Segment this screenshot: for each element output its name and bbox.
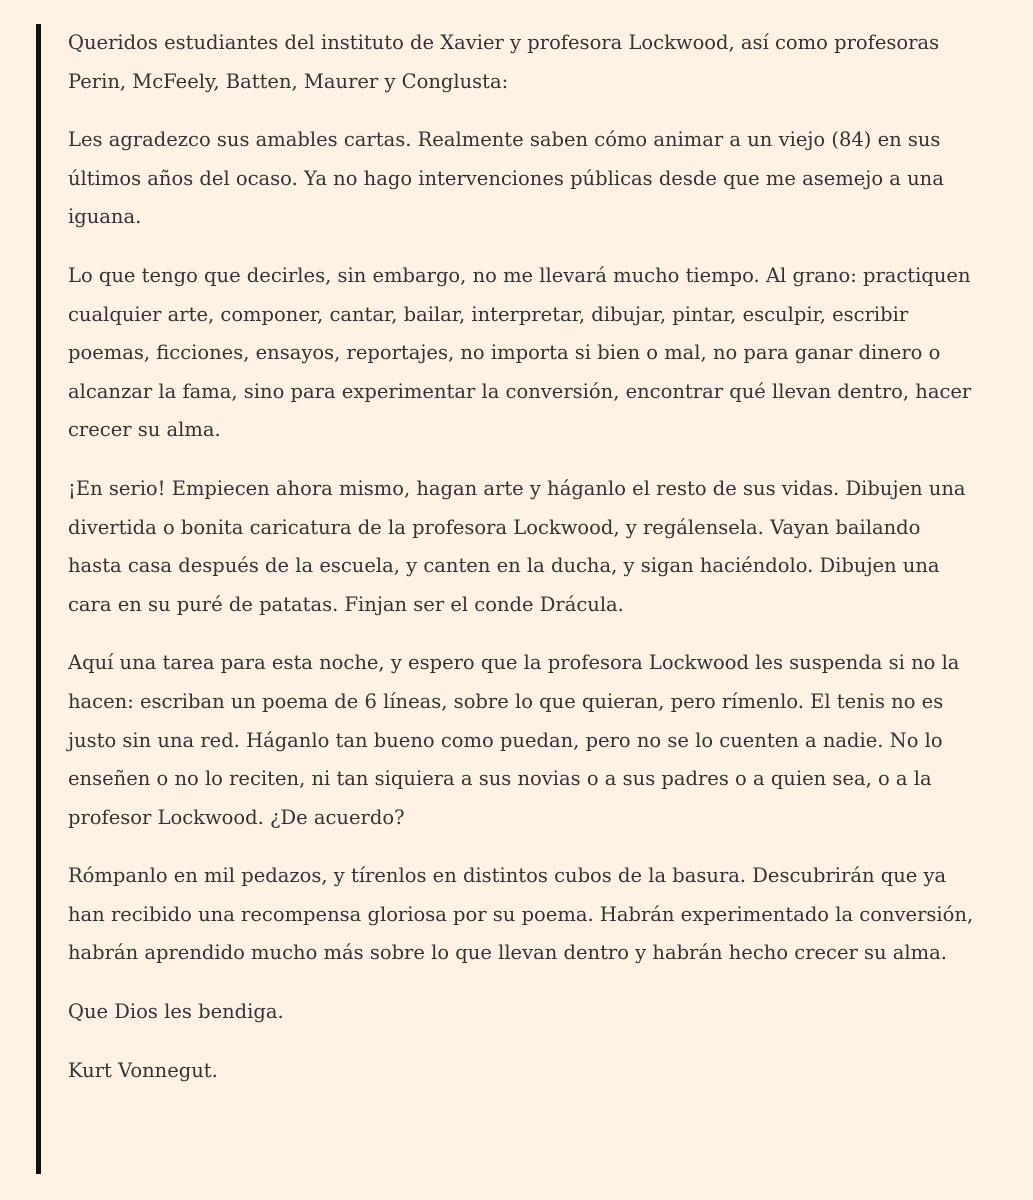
paragraph-homework: Aquí una tarea para esta noche, y espero que la profesora Lockwood les suspenda si no la hacen: escriban un poema de 6 líneas, sobre lo que quieran, pero rímenlo. El tenis no es justo sin una red. Háganlo tan bueno como puedan, pero no se lo cuenten a nadie. No lo enseñen o no lo reciten, ni tan siquiera a sus novias o a sus padres o a quien sea, o a la profesor Lockwood. ¿De acuerdo? (68, 651, 960, 829)
signature: Kurt Vonnegut. (68, 1058, 218, 1082)
letter-blockquote (36, 24, 976, 1174)
paragraph-blessing: Que Dios les bendiga. (68, 1000, 284, 1024)
paragraph-seriously: ¡En serio! Empiecen ahora mismo, hagan arte y háganlo el resto de sus vidas. Dibujen una divertida o bonita caricatura de la profesora Lockwood, y regálensela. Vayan bailando hasta casa después de la escuela, y canten en la ducha, y sigan haciéndolo. Dibujen una cara en su puré de patatas. Finjan ser el conde Drácula. (68, 476, 966, 616)
paragraph-greeting: Queridos estudiantes del instituto de Xavier y profesora Lockwood, así como profesoras Perin, McFeely, Batten, Maurer y Conglusta: (68, 31, 940, 93)
paragraph-thanks: Les agradezco sus amables cartas. Realmente saben cómo animar a un viejo (84) en sus últimos años del ocaso. Ya no hago intervenciones públicas desde que me asemejo a una iguana. (68, 128, 944, 229)
paragraph-advice: Lo que tengo que decirles, sin embargo, no me llevará mucho tiempo. Al grano: practiquen cualquier arte, componer, cantar, bailar, interpretar, dibujar, pintar, esculpir, escribir poemas, ficciones, ensayos, reportajes, no importa si bien o mal, no para ganar dinero o alcanzar la fama, sino para experimentar la conversión, encontrar qué llevan dentro, hacer crecer su alma. (68, 263, 972, 442)
paragraph-tear-up: Rómpanlo en mil pedazos, y tírenlos en distintos cubos de la basura. Descubrirán que ya han recibido una recompensa gloriosa por su poema. Habrán experimentado la conversión, habrán aprendido mucho más sobre lo que llevan dentro y habrán hecho crecer su alma. (68, 864, 974, 965)
